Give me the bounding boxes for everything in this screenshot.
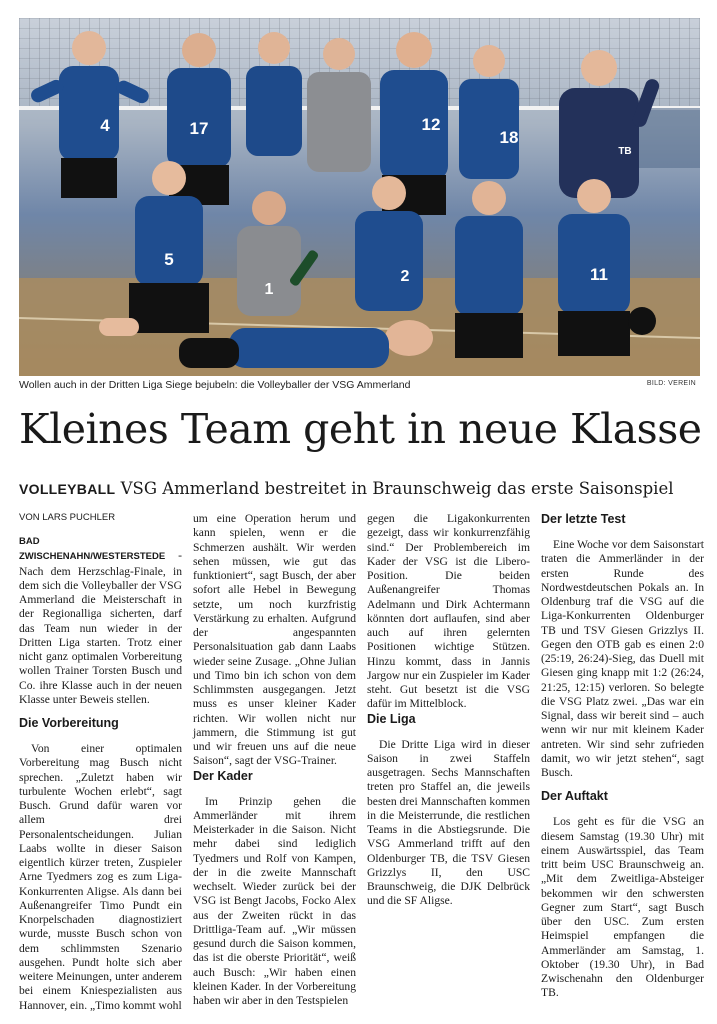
jersey-number: 2 [400, 268, 410, 285]
subheadline [19, 479, 709, 499]
section-text-kader: Im Prinzip gehen die Ammerländer mit ihrem Meisterkader in die Saison. Nicht mehr dabei sind lediglich Tyedmers und Rolf von Kampen, der in die zweite Mannschaft wechselt. Wieder zurück bei der VSG ist Bengt Jacobs, Focko Alex aus der Zweiten rückt in das Drittliga-Team auf. „Wir müssen gesund durch die Saison kommen, das ist die oberste Priorität“, weiß auch Busch: „Wir haben einen kleinen Kader. In der Vorbereitung haben wir aber in den Testspielen [193, 794, 356, 1007]
section-text-letzter-test: Eine Woche vor dem Saisonstart traten die Ammerländer in der ersten Runde des Nordwestdeutschen Pokals an. In Oldenburg traf die VSG auf die Liga-Konkurrenten Oldenburger TB und TSV Giesen Grizzlys II. Gegen den OTB gab es einen 2:0 (25:19, 26:24)-Sieg, das Duell mit Giesen ging knapp mit 1:2 (26:24, 21:25, 12:15) verloren. So belegte die VSG Platz zwei. „Das war ein Signal, dass wir bereit sind – auch wenn wir nur mit kleinem Kader antreten. Wir sind sehr zufrieden damit, wo wir jetzt stehen“, sagt Busch. [541, 538, 704, 779]
section-heading-liga: Die Liga [367, 711, 416, 726]
dateline: BAD ZWISCHENAHN/WESTERSTEDE [19, 536, 166, 563]
section-heading-letzter-test: Der letzte Test [541, 512, 626, 526]
section-heading-kader: Der Kader [193, 768, 253, 783]
photo-credit: BILD: VEREIN [646, 380, 696, 387]
photo-caption-text: Wollen auch in der Dritten Liga Siege bejubeln: die Volleyballer der VSG Ammerland [19, 379, 411, 391]
intro-paragraph [19, 534, 182, 707]
section-text-continued: gegen die Ligakonkurrenten gezeigt, dass wir konkurrenzfähig sind.“ Der Problembereich im Kader der VSG ist die Libero-Position. Die beiden Außenangreifer Thomas Adelmann und Dirk Achtermann könnten dort auflaufen, sind aber auch auf ihren gelernten Positionen wichtige Stützen. Hinzu kommt, dass in Jannis Jargow nur ein Zuspieler im Kader steht. Gut besetzt ist die VSG dafür im Mittelblock. [367, 512, 530, 711]
jersey-number: 12 [421, 115, 441, 134]
article-column-2 [193, 512, 356, 1008]
article-column-4 [541, 512, 704, 1001]
section-text-liga: Die Dritte Liga wird in dieser Saison in zwei Staffeln ausgetragen. Sechs Mannschaften treten pro Staffel an, die jeweils besten drei Mannschaften kommen in die Meisterrunde, die restlichen Teams in die Abstiegsrunde. Die VSG Ammerland trifft auf den Oldenburger TB, die TSV Giesen Grizzlys II, den USC Braunschweig, die DJK Delbrück und die SF Aligse. [367, 737, 530, 908]
byline: VON LARS PUCHLER [19, 512, 116, 523]
jersey-number: 11 [590, 265, 608, 284]
subheadline-text: VSG Ammerland bestreitet in Braunschweig das erste Saisonspiel [120, 479, 674, 498]
jersey-number: 18 [499, 128, 519, 147]
section-text-continued: um eine Operation herum und kann spielen, wenn er die Schmerzen aushält. Wir werden sehen müssen, wie gut das funktioniert“, sagt Busch, der aber sofort alle Hebel in Bewegung setzte, um noch kurzfristig Verstärkung zu erhalten. Aufgrund der angespannten Personalsituation gab dann Laabs wieder seine Zusage. „Ohne Julian und Timo bin ich schon von dem Schlimmsten ausgegangen. Jetzt muss es unser kleiner Kader richten. Wir wollen nicht nur jammern, die Stimmung ist gut und wir freuen uns auf die neue Saison“, sagt der VSG-Trainer. [193, 512, 356, 768]
section-kicker: VOLLEYBALL [19, 481, 116, 497]
section-text-vorbereitung: Von einer optimalen Vorbereitung mag Busch nicht sprechen. „Zuletzt haben wir turbulente Wochen erlebt“, sagt Busch. Grund dafür waren vor allem drei Personalentscheidungen. Julian Laabs wollte in dieser Saison eigentlich kürzer treten, Zuspieler Arne Tyedmers zog es zum Liga-Konkurrenten Aligse. Als dann bei Außenangreifer Timo Pundt ein Knorpelschaden diagnostiziert wurde, musste Busch schon von dem schlimmsten Szenario ausgehen. Pundt holte sich aber weitere Meinungen, unter anderem bei einem Kniespezialisten aus Hannover, ein. „Timo kommt wohl [19, 742, 182, 1012]
intro-text: - Nach dem Herzschlag-Finale, in dem sich die Volleyballer der VSG Ammerland die Meisterschaft in der Regionalliga sicherten, darf das Team nun wieder in der Dritten Liga starten. Trotz einer nicht ganz optimalen Vorbereitung wollen Trainer Torsten Busch und Co. ihre Klasse auch in der neuen Klasse unter Beweis stellen. [19, 549, 182, 706]
section-text-auftakt: Los geht es für die VSG an diesem Samstag (19.30 Uhr) mit einem Auswärtsspiel, das Team tritt beim USC Braunschweig an. „Mit dem Zweitliga-Absteiger bekommen wir den schwersten Gegner zum Start“, sagt Busch über den USC. Zum ersten Heimspiel empfangen die Ammerländer am Samstag, 1. Oktober (19.30 Uhr), in Bad Zwischenahn den Oldenburger TB. [541, 815, 704, 1000]
jersey-number: 5 [164, 250, 174, 269]
jersey-number: 1 [264, 281, 274, 298]
section-heading-auftakt: Der Auftakt [541, 789, 608, 804]
team-photo-illustration [19, 18, 700, 376]
jersey-number: 17 [189, 119, 209, 138]
article-column-3 [367, 512, 530, 909]
headline: Kleines Team geht in neue Klasse [19, 405, 702, 453]
team-photo [19, 18, 700, 376]
article-column-1 [19, 512, 182, 1013]
section-heading-vorbereitung: Die Vorbereitung [19, 716, 119, 730]
jersey-number: TB [618, 146, 632, 157]
jersey-number: 4 [100, 116, 110, 135]
photo-caption [19, 379, 700, 393]
